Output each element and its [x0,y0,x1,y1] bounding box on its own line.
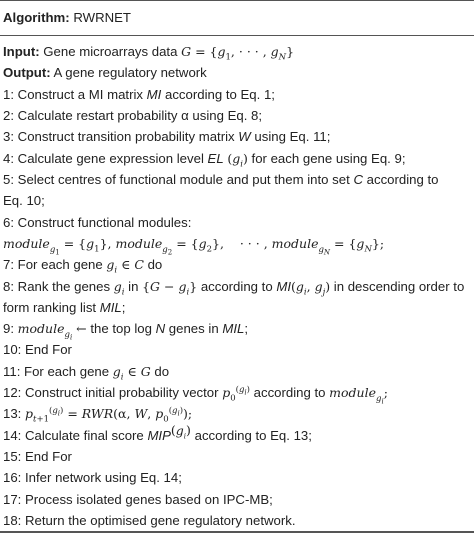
input-label: Input: [3,44,40,59]
input-formula: $G = \{g_1$, · · · , $g_N$} [181,44,295,63]
algorithm-name: RWRNET [73,10,131,25]
input-line [3,43,295,63]
step-2: 2: Calculate restart probability α using Eq. 8; [3,108,263,123]
step-1: 1: Construct a MI matrix MI according to Eq. 1; [3,87,275,102]
step-6: 6: Construct functional modules: [3,215,192,230]
step-5: 5: Select centres of functional module and put them into set C according to [3,172,439,187]
output-text: A gene regulatory network [53,65,207,80]
step-6-modules: module$_{g_1}$ = $\{g_1\}$, module$_{g_2}$ = $\{g_2\}$, · · · , module$_{g_N}$ = $\{g_N\}$; [3,236,385,257]
step-7: 7: For each gene $g_i$ ∈ C do [3,257,163,276]
step-14: 14: Calculate final score $MIP^{(g_i)}$ according to Eq. 13; [3,422,312,443]
step-8: 8: Rank the genes $g_i$ in $\{G - g_i\}$ according to $MI(g_i$, $g_j$) in descending order to [3,279,465,298]
top-rule [0,0,474,1]
step-5-cont: Eq. 10; [3,193,45,208]
step-12: 12: Construct initial probability vector $p_0^{(g_i)}$ according to module$_{g_i}$; [3,384,388,406]
step-16: 16: Infer network using Eq. 14; [3,470,182,485]
step-15: 15: End For [3,449,72,464]
algorithm-header [3,9,131,26]
bottom-rule [0,531,474,533]
step-8-cont: form ranking list MIL; [3,300,126,315]
step-18: 18: Return the optimised gene regulatory network. [3,513,296,528]
output-label: Output: [3,65,51,80]
algorithm-label: Algorithm: [3,10,70,25]
step-9: 9: module$_{g_i}$ ← the top log N genes in MIL; [3,321,248,342]
output-line [3,64,207,81]
step-13: 13: $p_{t+1}^{(g_i)} = RWR(\alpha$, W, $p_0^{(g_i)}$); [3,405,193,425]
step-10: 10: End For [3,342,72,357]
step-17: 17: Process isolated genes based on IPC-MB; [3,492,273,507]
step-4: 4: Calculate gene expression level EL $(g_i)$ for each gene using Eq. 9; [3,151,406,170]
step-11: 11: For each gene $g_i$ ∈ G do [3,364,170,383]
header-rule [0,35,474,36]
input-text: Gene microarrays data [43,44,178,59]
step-3: 3: Construct transition probability matrix W using Eq. 11; [3,129,331,144]
